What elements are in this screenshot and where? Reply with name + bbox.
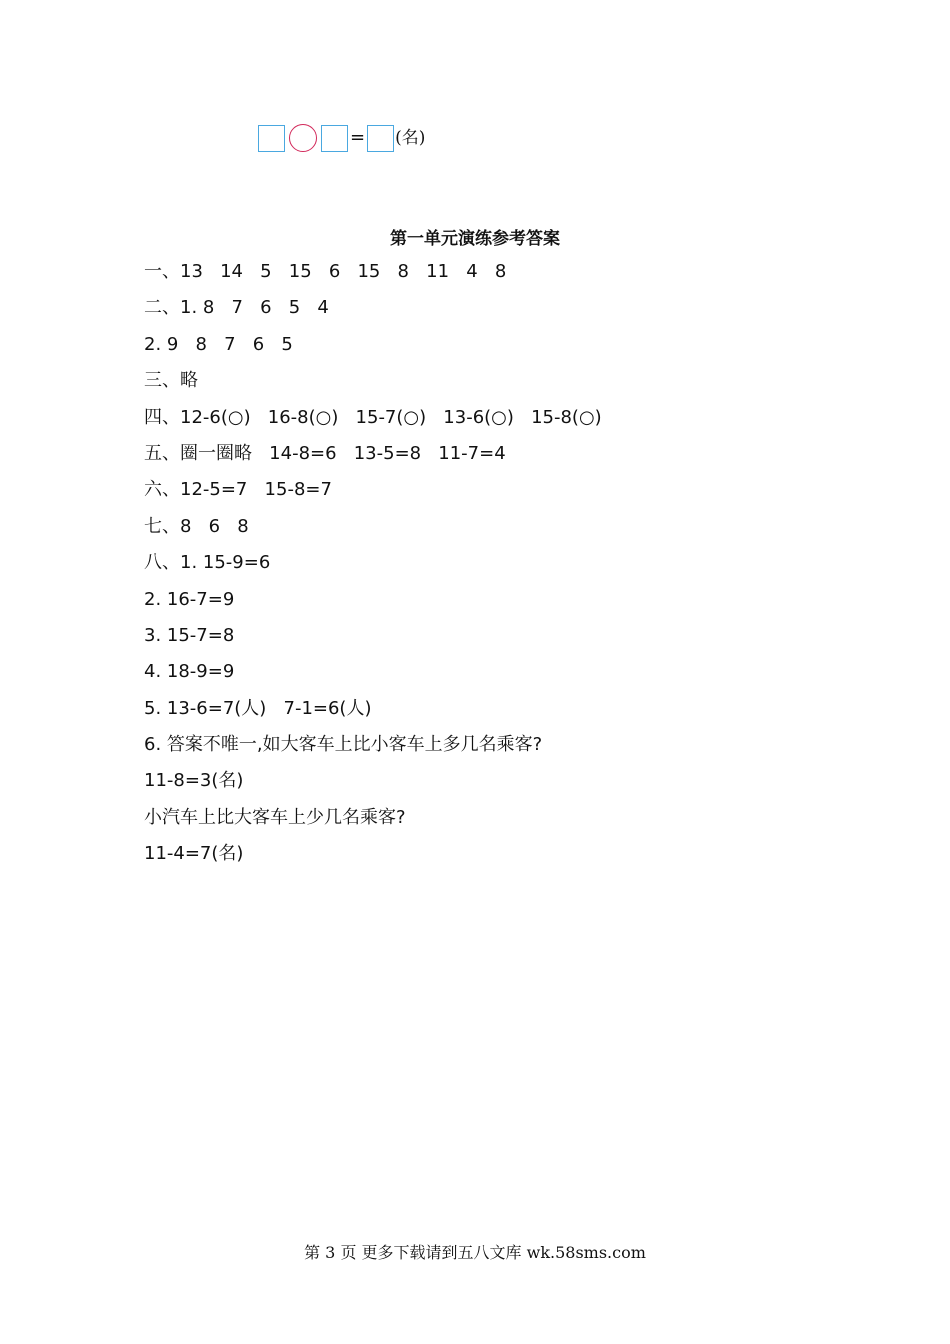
answer-box-2 bbox=[321, 125, 348, 152]
answer-list bbox=[144, 256, 602, 875]
answer-line: 11-8=3(名) bbox=[144, 770, 244, 792]
page-title: 第一单元演练参考答案 bbox=[390, 229, 560, 249]
answer-line: 2. 16-7=9 bbox=[144, 588, 235, 610]
answer-line: 二、1. 8 7 6 5 4 bbox=[144, 297, 329, 319]
answer-line: 4. 18-9=9 bbox=[144, 661, 235, 683]
answer-line: 2. 9 8 7 6 5 bbox=[144, 333, 293, 355]
equation-blank-row bbox=[258, 122, 425, 154]
answer-line: 七、8 6 8 bbox=[144, 515, 249, 537]
answer-line: 四、12-6(○) 16-8(○) 15-7(○) 13-6(○) 15-8(○) bbox=[144, 406, 602, 428]
answer-line: 11-4=7(名) bbox=[144, 843, 244, 865]
answer-box-3 bbox=[367, 125, 394, 152]
answer-line: 小汽车上比大客车上少几名乘客? bbox=[144, 806, 406, 828]
answer-line: 六、12-5=7 15-8=7 bbox=[144, 479, 332, 501]
answer-box-1 bbox=[258, 125, 285, 152]
answer-line: 五、圈一圈略 14-8=6 13-5=8 11-7=4 bbox=[144, 442, 506, 464]
operator-circle bbox=[289, 124, 317, 152]
answer-line: 一、13 14 5 15 6 15 8 11 4 8 bbox=[144, 261, 507, 282]
answer-line: 5. 13-6=7(人) 7-1=6(人) bbox=[144, 697, 372, 719]
answer-line: 6. 答案不唯一,如大客车上比小客车上多几名乘客? bbox=[144, 734, 543, 756]
answer-line: 3. 15-7=8 bbox=[144, 624, 235, 646]
equals-sign: = bbox=[350, 127, 366, 148]
answer-line: 三、略 bbox=[144, 370, 198, 392]
answer-line: 八、1. 15-9=6 bbox=[144, 552, 271, 574]
page-footer: 第 3 页 更多下载请到五八文库 wk.58sms.com bbox=[304, 1243, 646, 1262]
equation-unit: (名) bbox=[395, 128, 426, 148]
